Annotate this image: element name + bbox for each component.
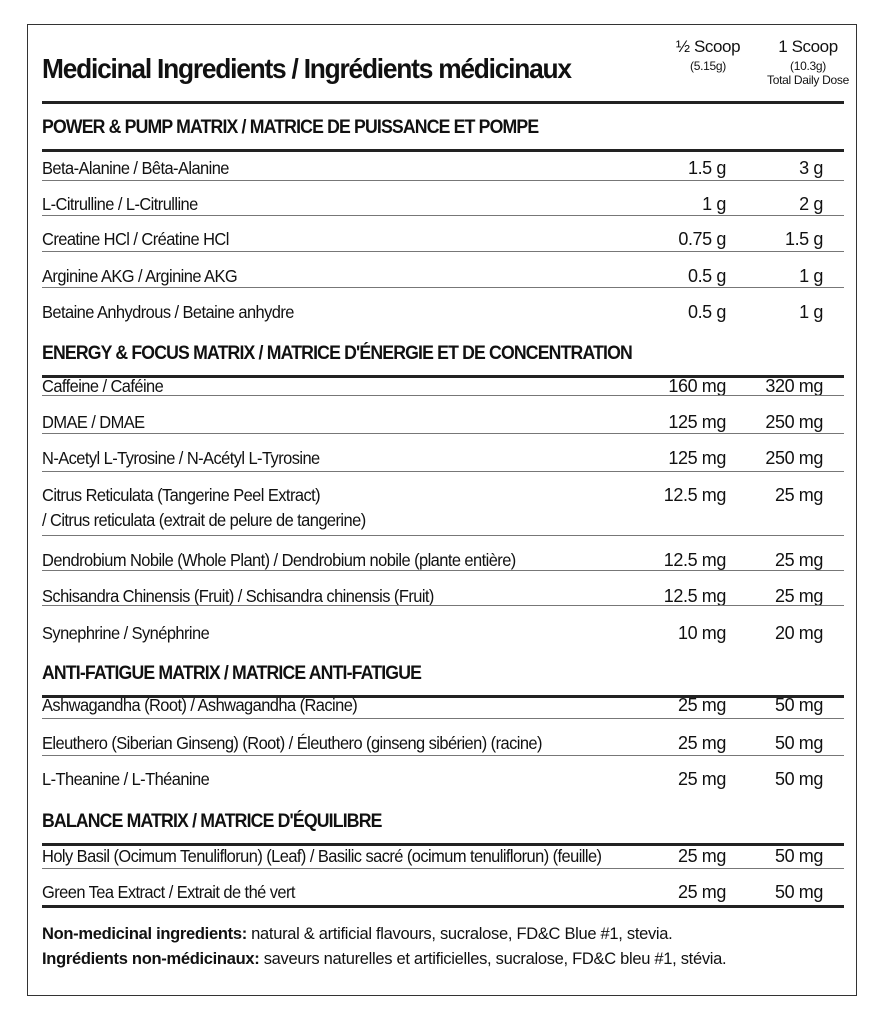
half-scoop-amount: 12.5 mg — [663, 485, 726, 505]
row-divider — [42, 535, 844, 536]
half-scoop-amount: 25 mg — [677, 846, 726, 866]
section-title: ENERGY & FOCUS MATRIX / MATRICE D'ÉNERGIE ET DE CONCENTRATION — [42, 343, 632, 364]
half-scoop-amount: 160 mg — [668, 376, 726, 396]
page-title: Medicinal Ingredients / Ingrédients médicinaux — [42, 53, 571, 84]
half-scoop-amount: 25 mg — [677, 733, 726, 753]
full-scoop-amount: 50 mg — [774, 695, 823, 715]
ingredient-name: Schisandra Chinensis (Fruit) / Schisandra chinensis (Fruit) — [42, 586, 434, 606]
ingredient-name-line2: / Citrus reticulata (extrait de pelure de tangerine) — [42, 510, 366, 530]
half-scoop-amount: 1 g — [702, 194, 726, 214]
half-scoop-amount: 12.5 mg — [663, 586, 726, 606]
ingredient-name: L-Citrulline / L-Citrulline — [42, 194, 198, 214]
full-scoop-amount: 50 mg — [774, 846, 823, 866]
row-divider — [42, 718, 844, 719]
ingredient-name: N-Acetyl L-Tyrosine / N-Acétyl L-Tyrosine — [42, 448, 320, 468]
non-medicinal-fr-text: saveurs naturelles et artificielles, sucralose, FD&C bleu #1, stévia. — [259, 950, 727, 968]
full-scoop-amount: 2 g — [799, 194, 823, 214]
ingredient-name: DMAE / DMAE — [42, 412, 145, 432]
row-divider — [42, 433, 844, 434]
half-scoop-amount: 125 mg — [668, 412, 726, 432]
ingredient-name: Caffeine / Caféine — [42, 376, 164, 396]
section-title: POWER & PUMP MATRIX / MATRICE DE PUISSANCE ET POMPE — [42, 117, 539, 138]
row-divider — [42, 180, 844, 181]
full-scoop-column-header — [758, 37, 858, 87]
full-scoop-amount: 25 mg — [774, 485, 823, 505]
row-divider — [42, 395, 844, 396]
ingredient-name: L-Theanine / L-Théanine — [42, 769, 210, 789]
footer-divider — [42, 905, 844, 908]
ingredient-name: Eleuthero (Siberian Ginseng) (Root) / Éleuthero (ginseng sibérien) (racine) — [42, 733, 542, 753]
full-scoop-amount: 20 mg — [774, 623, 823, 643]
ingredient-name: Ashwagandha (Root) / Ashwagandha (Racine) — [42, 695, 358, 715]
full-scoop-amount: 1.5 g — [784, 229, 823, 249]
section-divider — [42, 149, 844, 152]
row-divider — [42, 215, 844, 216]
half-scoop-column-header — [662, 37, 754, 73]
header-divider — [42, 101, 844, 104]
ingredient-name: Arginine AKG / Arginine AKG — [42, 266, 238, 286]
half-scoop-amount: 125 mg — [668, 448, 726, 468]
full-scoop-amount: 1 g — [799, 266, 823, 286]
non-medicinal-fr — [42, 947, 726, 972]
full-scoop-amount: 250 mg — [765, 412, 823, 432]
non-medicinal-fr-label: Ingrédients non-médicinaux: — [42, 950, 260, 968]
row-divider — [42, 570, 844, 571]
half-scoop-amount: 25 mg — [677, 769, 726, 789]
full-scoop-amount: 250 mg — [765, 448, 823, 468]
full-scoop-amount: 1 g — [799, 302, 823, 322]
full-scoop-amount: 3 g — [799, 158, 823, 178]
half-scoop-amount: 0.5 g — [687, 302, 726, 322]
row-divider — [42, 287, 844, 288]
ingredient-name: Dendrobium Nobile (Whole Plant) / Dendrobium nobile (plante entière) — [42, 550, 516, 570]
full-scoop-amount: 25 mg — [774, 586, 823, 606]
full-scoop-amount: 50 mg — [774, 769, 823, 789]
full-scoop-amount: 25 mg — [774, 550, 823, 570]
row-divider — [42, 605, 844, 606]
half-scoop-weight: (5.15g) — [690, 59, 726, 73]
half-scoop-amount: 1.5 g — [687, 158, 726, 178]
non-medicinal-en — [42, 922, 672, 947]
full-scoop-note: Total Daily Dose — [767, 73, 849, 87]
ingredient-name: Citrus Reticulata (Tangerine Peel Extract) — [42, 485, 321, 505]
half-scoop-amount: 0.75 g — [678, 229, 726, 249]
row-divider — [42, 755, 844, 756]
non-medicinal-en-label: Non-medicinal ingredients: — [42, 925, 247, 943]
row-divider — [42, 471, 844, 472]
ingredient-name: Holy Basil (Ocimum Tenuliflorun) (Leaf) / Basilic sacré (ocimum tenuliflorun) (feuille) — [42, 846, 602, 866]
half-scoop-label: ½ Scoop — [675, 37, 741, 56]
ingredient-name: Creatine HCl / Créatine HCl — [42, 229, 229, 249]
full-scoop-weight: (10.3g) — [790, 59, 826, 73]
ingredients-panel — [27, 24, 857, 996]
half-scoop-amount: 25 mg — [677, 695, 726, 715]
half-scoop-amount: 10 mg — [677, 623, 726, 643]
half-scoop-amount: 0.5 g — [687, 266, 726, 286]
half-scoop-amount: 25 mg — [677, 882, 726, 902]
ingredient-name: Beta-Alanine / Bêta-Alanine — [42, 158, 229, 178]
row-divider — [42, 251, 844, 252]
full-scoop-label: 1 Scoop — [778, 37, 838, 56]
ingredient-name: Synephrine / Synéphrine — [42, 623, 210, 643]
full-scoop-amount: 50 mg — [774, 733, 823, 753]
header — [42, 25, 849, 103]
row-divider — [42, 868, 844, 869]
non-medicinal-en-text: natural & artificial flavours, sucralose, FD&C Blue #1, stevia. — [246, 925, 673, 943]
section-title: BALANCE MATRIX / MATRICE D'ÉQUILIBRE — [42, 811, 382, 832]
ingredient-name: Betaine Anhydrous / Betaine anhydre — [42, 302, 294, 322]
section-title: ANTI-FATIGUE MATRIX / MATRICE ANTI-FATIGUE — [42, 663, 422, 684]
full-scoop-amount: 320 mg — [765, 376, 823, 396]
full-scoop-amount: 50 mg — [774, 882, 823, 902]
half-scoop-amount: 12.5 mg — [663, 550, 726, 570]
ingredient-name: Green Tea Extract / Extrait de thé vert — [42, 882, 295, 902]
